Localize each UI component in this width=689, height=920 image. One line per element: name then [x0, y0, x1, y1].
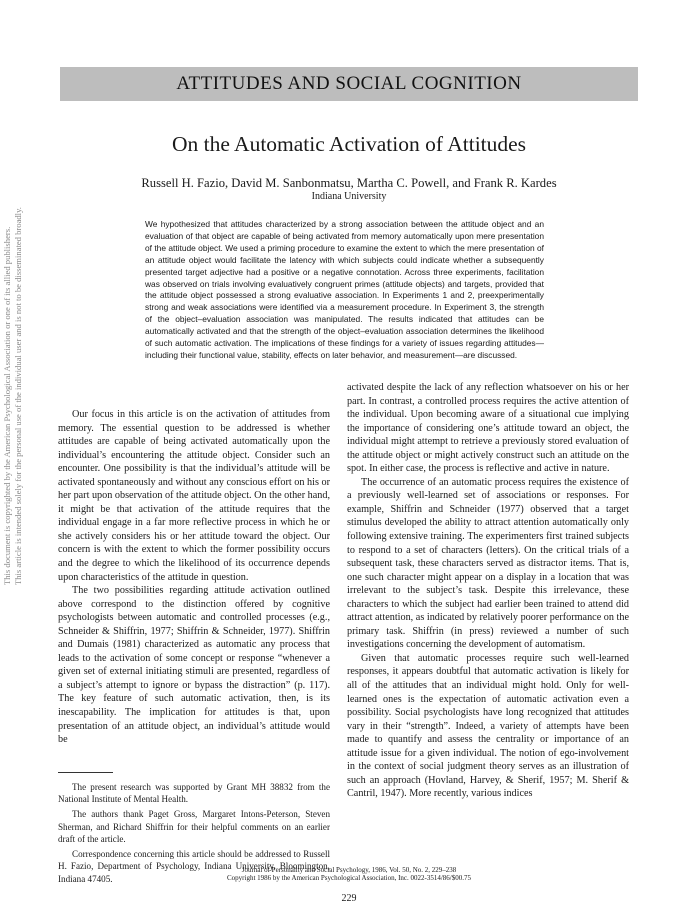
footnote: The authors thank Paget Gross, Margaret Intons-Peterson, Steven Sherman, and Richard Shiffrin for their helpful comments on an earlier draft of the article.	[58, 809, 330, 845]
section-header	[60, 67, 638, 101]
copyright-line-1: This document is copyrighted by the American Psychological Association or one of its allied publishers.	[2, 226, 12, 585]
body-column-left	[58, 408, 330, 747]
body-paragraph: activated despite the lack of any reflection whatsoever on his or her part. In contrast, a controlled process requires the active attention of the individual. Upon becoming aware of a situational cue implying the importance of considering one’s attitude toward an object, the individual might attempt to retrieve a previously stored evaluation of the attitude object or might actively construct such an attitude on the spot. In either case, the process is reflective and active in nature.	[347, 382, 629, 475]
body-paragraph: The two possibilities regarding attitude activation outlined above correspond to the distinction offered by cognitive psychologists between automatic and controlled processes (e.g., Schneider & Shiffrin, 1977; Shiffrin & Schneider, 1977). Shiffrin and Dumais (1981) characterized as automatic any process that leads to the activation of some concept or response “whenever a given set of external initiating stimuli are presented, regardless of a subject’s attempt to ignore or bypass the distraction” (p. 117). The key feature of such automatic activation, then, is its inescapability. The implication for attitudes is that, upon presentation of an attitude object, an individual’s attitude would be	[58, 585, 330, 746]
author-list: Russell H. Fazio, David M. Sanbonmatsu, Martha C. Powell, and Frank R. Kardes	[141, 176, 557, 190]
footnote: Correspondence concerning this article should be addressed to Russell H. Fazio, Department of Psychology, Indiana University, Bloomington, Indiana 47405.	[58, 849, 330, 884]
page-number: 229	[341, 893, 357, 904]
footnote: The present research was supported by Grant MH 38832 from the National Institute of Mental Health.	[58, 782, 330, 805]
footnote-divider	[58, 772, 113, 773]
copyright-notice	[0, 207, 27, 585]
body-paragraph: The occurrence of an automatic process requires the existence of a previously well-learned set of associations or responses. For example, Shiffrin and Schneider (1977) observed that a target stimulus developed the ability to attract attention automatically only following extensive training. The experimenters first trained subjects to respond to a set of characters (letters). On the critical trials of a subsequent task, these characters served as distractor items. That is, one such character might appear on a display in a location that was irrelevant to the subject’s task. Despite this irrelevance, these characters to which the subject had earlier been trained to attend did attract attention, as indicated by relatively poorer performance on the primary task. Shiffrin (in press) reviewed a number of such investigations concerning the development of automatism.	[347, 476, 629, 651]
copyright-line: Copyright 1986 by the American Psychological Association, Inc. 0022-3514/86/$00.75	[227, 874, 471, 883]
copyright-line-2: This article is intended solely for the personal use of the individual user and is not to be disseminated broadly.	[13, 207, 23, 585]
abstract: We hypothesized that attitudes characterized by a strong association between the attitude object and an evaluation of that object are capable of being activated from memory automatically upon mere presentation of the attitude object. We used a priming procedure to examine the extent to which the mere presentation of an attitude object would facilitate the latency with which subjects could indicate whether a subsequently presented target adjective had a positive or a negative connotation. Across three experiments, facilitation was observed on trials involving evaluatively congruent primes (attitude objects) and targets, provided that the attitude object possessed a strong evaluative association. In Experiments 1 and 2, preexperimentally strong and weak associations were identified via a measurement procedure. In Experiment 3, the strength of the object–evaluation association was manipulated. The results indicated that attitudes can be automatically activated and that the strength of the object–evaluation association determines the likelihood of such automatic activation. The implications of these findings for a variety of issues regarding attitudes—including their functional value, stability, effects on later behavior, and measurement—are discussed.	[145, 219, 544, 360]
journal-line: Journal of Personality and Social Psychology, 1986, Vol. 50, No. 2, 229–238	[241, 866, 457, 874]
article-title: On the Automatic Activation of Attitudes	[171, 132, 527, 156]
body-column-right	[347, 381, 629, 801]
section-title: ATTITUDES AND SOCIAL COGNITION	[176, 73, 522, 94]
body-paragraph: Our focus in this article is on the activation of attitudes from memory. The essential question to be addressed is whether attitudes are capable of being activated automatically upon the individual’s encountering the attitude object. Consider such an encounter. One possibility is that the individual’s attitude will be activated spontaneously and without any conscious effort on his or her part upon observation of the attitude object. On the other hand, it might be that activation of the attitude requires that the individual engage in a far more reflective process in which he or she actively considers his or her attitude toward the object. Our concern is with the extent to which the former possibility occurs and the degree to which the likelihood of its occurrence depends upon characteristics of the attitude in question.	[58, 409, 330, 583]
journal-citation	[60, 866, 638, 882]
affiliation: Indiana University	[311, 191, 387, 202]
body-paragraph: Given that automatic processes require such well-learned responses, it appears doubtful that automatic activation is likely for all of the attitudes that an individual might hold. Only for well-learned ones is the expectation of automatic activation even a possibility. Social psychologists have long recognized that attitudes vary in their “strength”. Indeed, a variety of attempts have been made to quantify and assess the centrality or importance of an attitude issue for a given individual. The notion of ego-involvement in the context of social judgment theory serves as an illustration of such an approach (Hovland, Harvey, & Sherif, 1957; M. Sherif & Cantril, 1947). More recently, various indices	[347, 652, 629, 800]
